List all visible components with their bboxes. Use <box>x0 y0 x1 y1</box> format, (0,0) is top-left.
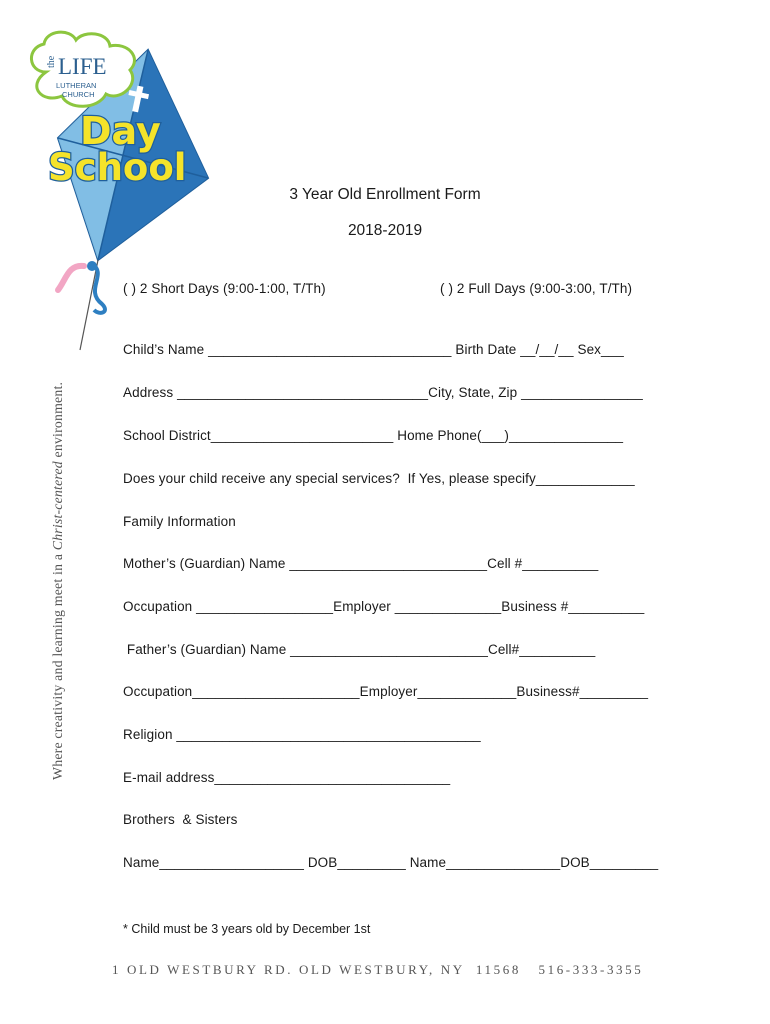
logo-school: School <box>48 146 187 189</box>
field-school-district[interactable]: School District________________________ Home Phone(___)_______________ <box>123 428 624 443</box>
siblings-heading: Brothers & Sisters <box>123 812 238 827</box>
logo-the: the <box>46 55 57 68</box>
field-address[interactable]: Address _________________________________City, State, Zip ________________ <box>123 385 643 400</box>
field-religion[interactable]: Religion ________________________________________ <box>123 727 481 742</box>
logo-day: Day <box>80 109 161 153</box>
field-mother-occupation[interactable]: Occupation __________________Employer ______________Business #__________ <box>123 599 645 614</box>
form-title: 3 Year Old Enrollment Form <box>289 186 481 203</box>
kite-tail-blue <box>92 264 105 313</box>
footer-address: 1 OLD WESTBURY RD. OLD WESTBURY, NY 11568 516-333-3355 <box>112 962 644 977</box>
option-short-days[interactable]: ( ) 2 Short Days (9:00-1:00, T/Th) <box>123 281 326 296</box>
field-mother-name[interactable]: Mother’s (Guardian) Name __________________________Cell #__________ <box>123 556 599 571</box>
logo-lutheran: LUTHERAN <box>56 81 97 90</box>
family-information-heading: Family Information <box>123 514 236 529</box>
school-year: 2018-2019 <box>347 222 423 239</box>
field-email[interactable]: E-mail address_______________________________ <box>123 770 451 785</box>
field-child-name[interactable]: Child’s Name ________________________________ Birth Date __/__/__ Sex___ <box>123 342 624 357</box>
field-father-occupation[interactable]: Occupation______________________Employer_____________Business#_________ <box>123 684 649 699</box>
option-full-days[interactable]: ( ) 2 Full Days (9:00-3:00, T/Th) <box>440 281 633 296</box>
field-siblings-names[interactable]: Name___________________ DOB_________ Name_______________DOB_________ <box>123 855 659 870</box>
field-special-services[interactable]: Does your child receive any special services? If Yes, please specify_____________ <box>123 471 635 486</box>
tagline: Where creativity and learning meet in a Christ-centered environment. <box>50 381 65 780</box>
logo-life: LIFE <box>58 54 107 79</box>
logo-church: CHURCH <box>62 90 95 99</box>
age-note: * Child must be 3 years old by December 1st <box>123 922 371 936</box>
field-father-name[interactable]: Father’s (Guardian) Name __________________________Cell#__________ <box>123 642 596 657</box>
kite-tail-pink <box>58 266 84 290</box>
